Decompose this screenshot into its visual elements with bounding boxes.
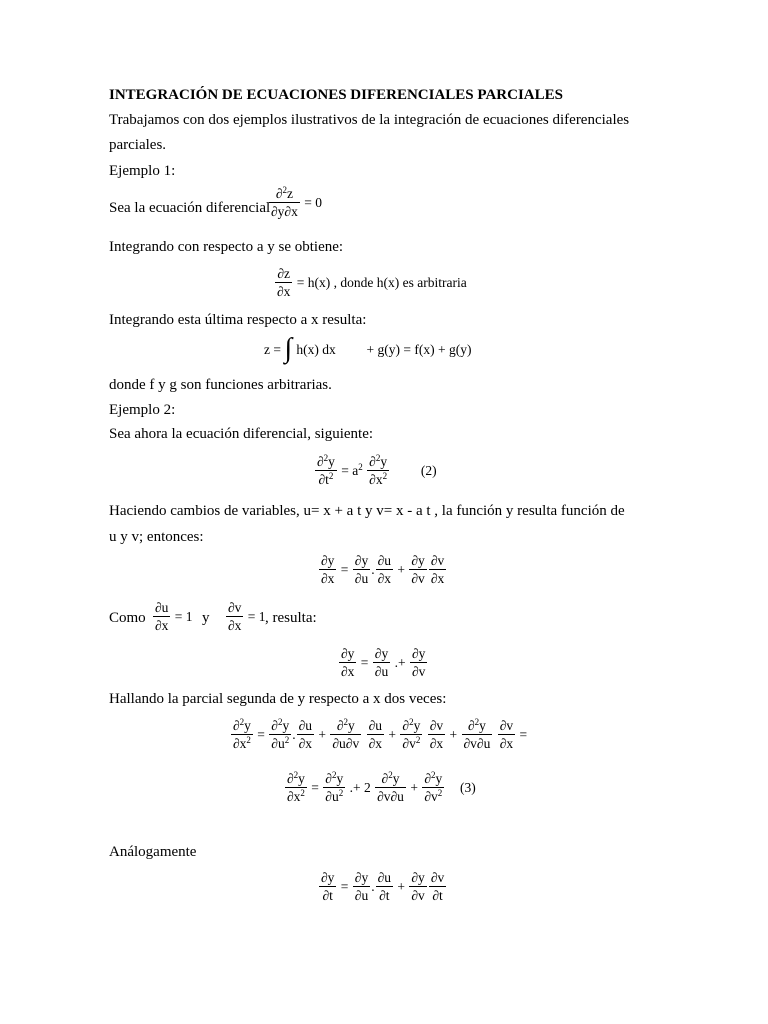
- equation-number-3: (3): [459, 780, 476, 795]
- analogamente-text: Análogamente: [109, 844, 197, 860]
- integral-symbol: ∫: [284, 333, 293, 364]
- equation-3: $\frac{\partial^2y}{\partial x^2}$ = $\frac{\partial^2y}{\partial u^2}$ .+ 2 $\frac{\partial^2y}{\partial v\partial u}$ + $\frac{\partial^2y}{\partial v^2}$ (3): [287, 770, 476, 804]
- equation-second-derivative-expansion: $\frac{\partial^2y}{\partial x^2}$ = $\frac{\partial^2y}{\partial u^2}$ . $\frac{\partial u}{\partial x}$ + $\frac{\partial^2y}{\partial u\partial v}$ $\frac{\partial u}{\partial x}$ + $\frac{\partial^2y}{\partial v^2}$ $\frac{\partial v}{\partial x}$ + $\frac{\partial^2y}{\partial v\partial u}$ $\frac{\partial v}{\partial x}$ =: [233, 717, 528, 751]
- equation-2: $\frac{\partial^2y}{\partial t^2}$ = $a^2$ $\frac{\partial^2y}{\partial x^2}$ (2): [317, 453, 437, 487]
- equation-hx: $\frac{\partial z}{\partial x}$ = h(x) , donde h(x) es arbitraria: [277, 266, 467, 299]
- equation-partials-one: $\frac{\partial u}{\partial x}$ = 1: [155, 600, 193, 633]
- doc-title: INTEGRACIÓN DE ECUACIONES DIFERENCIALES PARCIALES: [109, 87, 563, 103]
- arbitrary-functions-text: donde f y g son funciones arbitrarias.: [109, 377, 332, 393]
- example-1-statement: Sea la ecuación diferencial: [109, 200, 271, 216]
- integrating-x-text: Integrando esta última respecto a x resulta:: [109, 312, 367, 328]
- intro-line-2: parciales.: [109, 137, 167, 153]
- como-label: Como: [109, 610, 146, 626]
- equation-chain-rule-x: $\frac{\partial y}{\partial x}$ = $\frac{\partial y}{\partial u}$ . $\frac{\partial u}{\partial x}$ + $\frac{\partial y}{\partial v}$ $\frac{\partial v}{\partial x}$: [321, 553, 445, 586]
- intro-line-1: Trabajamos con dos ejemplos ilustrativos de la integración de ecuaciones diferenciales: [109, 112, 630, 128]
- equation-1: $\frac{\partial^2z}{\partial y\partial x}$ = 0: [271, 185, 322, 219]
- change-variables-line-1: Haciendo cambios de variables, u= x + a t y v= x - a t , la función y resulta función de: [109, 503, 625, 519]
- equation-chain-rule-t: $\frac{\partial y}{\partial t}$ = $\frac{\partial y}{\partial u}$ . $\frac{\partial u}{\partial t}$ + $\frac{\partial y}{\partial v}$ $\frac{\partial v}{\partial t}$: [321, 870, 445, 903]
- fraction: $\frac{\partial^2z}{\partial y\partial x}$: [271, 185, 298, 219]
- example-2-label: Ejemplo 2:: [109, 402, 176, 418]
- equation-simplified: $\frac{\partial y}{\partial x}$ = $\frac{\partial y}{\partial u}$ .+ $\frac{\partial y}{\partial v}$: [341, 646, 426, 679]
- fraction: $\frac{\partial^2y}{\partial x^2}$: [369, 453, 388, 487]
- equation-partials-one-v: $\frac{\partial v}{\partial x}$ = 1: [228, 600, 266, 633]
- fraction: $\frac{\partial^2y}{\partial t^2}$: [317, 453, 335, 487]
- equation-integral: z = ∫ h(x) dx + g(y) = f(x) + g(y): [264, 333, 472, 364]
- fraction: $\frac{\partial z}{\partial x}$: [277, 266, 291, 299]
- example-1-label: Ejemplo 1:: [109, 163, 176, 179]
- resulta-text: , resulta:: [265, 610, 317, 626]
- example-2-statement: Sea ahora la ecuación diferencial, siguiente:: [109, 426, 374, 442]
- second-partial-text: Hallando la parcial segunda de y respecto a x dos veces:: [109, 691, 447, 707]
- equation-number-2: (2): [420, 463, 437, 478]
- change-variables-line-2: u y v; entonces:: [109, 529, 204, 545]
- y-conjunction: y: [202, 610, 210, 626]
- integrating-y-text: Integrando con respecto a y se obtiene:: [109, 239, 344, 255]
